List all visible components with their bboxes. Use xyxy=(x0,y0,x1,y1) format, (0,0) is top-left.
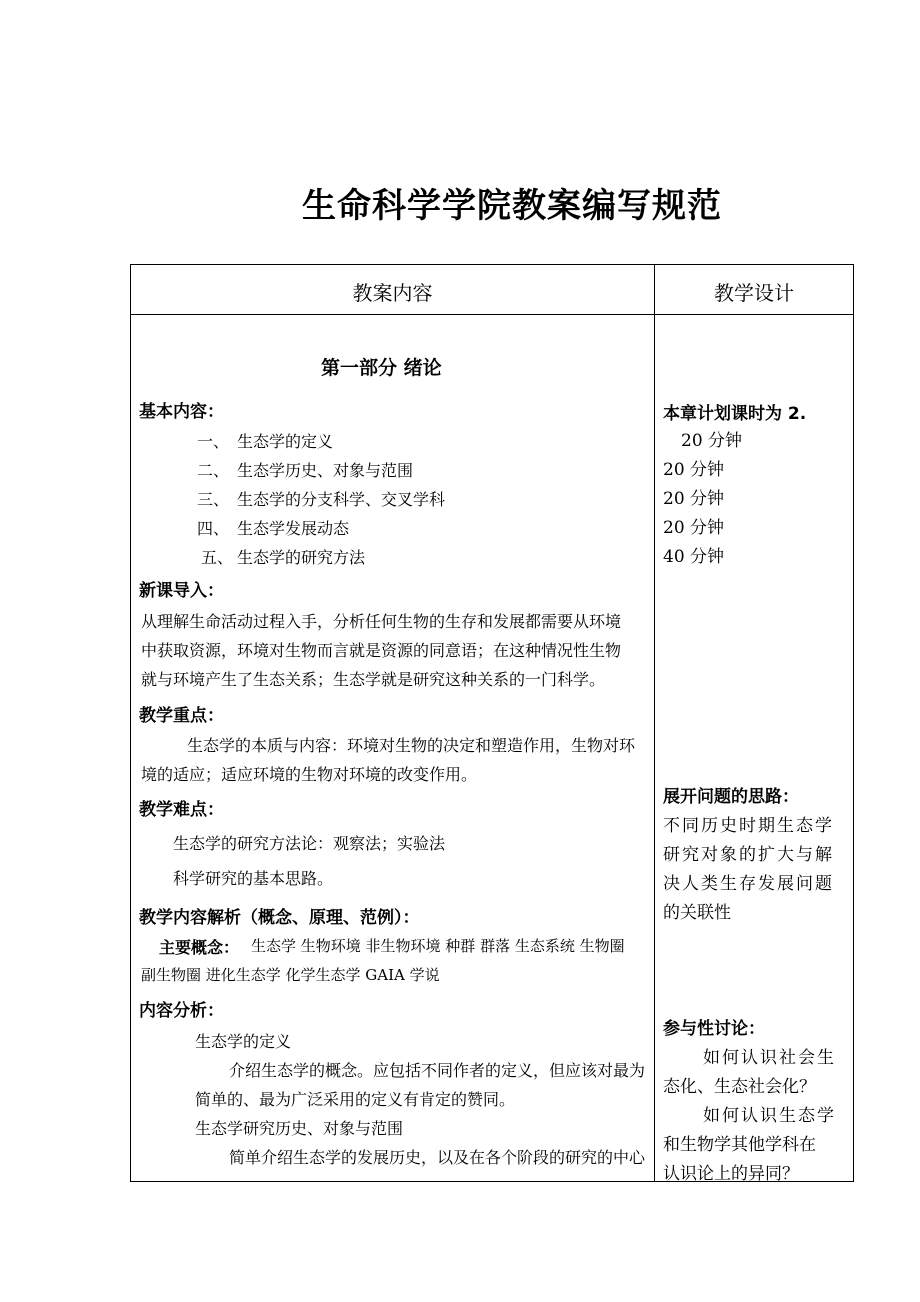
plan-time: 20 分钟 xyxy=(663,518,725,538)
basic-item-text: 生态学的定义 xyxy=(237,432,334,451)
intro-line: 中获取资源，环境对生物而言就是资源的同意语；在这种情况性生物 xyxy=(141,641,622,660)
basic-item-num: 三、 xyxy=(197,490,230,509)
document-title: 生命科学学院教案编写规范 xyxy=(302,186,722,226)
focus-heading: 教学重点： xyxy=(139,706,224,726)
idea-line: 的关联性 xyxy=(663,903,731,923)
plan-time: 20 分钟 xyxy=(681,431,743,451)
part-title: 第一部分 绪论 xyxy=(321,357,442,379)
basic-item-num: 一、 xyxy=(197,432,230,451)
basic-item-num: 五、 xyxy=(201,548,234,567)
discussion-line: 认识论上的异同？ xyxy=(663,1164,799,1184)
content-line: 生态学研究历史、对象与范围 xyxy=(195,1119,404,1138)
content-analysis-heading: 内容分析： xyxy=(139,1001,224,1021)
concepts-line: 副生物圈 进化生态学 化学生态学 GAIA 学说 xyxy=(141,966,440,984)
plan-time: 40 分钟 xyxy=(663,547,725,567)
basic-content-heading: 基本内容： xyxy=(139,402,224,422)
discussion-line: 态化、生态社会化？ xyxy=(663,1077,816,1097)
header-divider xyxy=(131,314,853,315)
focus-line: 境的适应；适应环境的生物对环境的改变作用。 xyxy=(141,765,478,784)
content-line: 简单的、最为广泛采用的定义有肯定的赞同。 xyxy=(195,1090,516,1109)
difficult-heading: 教学难点： xyxy=(139,800,224,820)
basic-item-text: 生态学的分支科学、交叉学科 xyxy=(237,490,446,509)
concepts-line: 生态学 生物环境 非生物环境 种群 群落 生态系统 生物圈 xyxy=(251,937,625,955)
basic-item-text: 生态学的研究方法 xyxy=(237,548,366,567)
idea-line: 研究对象的扩大与解 xyxy=(663,845,834,865)
intro-heading: 新课导入： xyxy=(139,581,224,601)
discussion-heading: 参与性讨论： xyxy=(663,1019,765,1039)
header-teaching-design: 教学设计 xyxy=(714,281,794,305)
basic-item-num: 二、 xyxy=(197,461,230,480)
idea-line: 不同历史时期生态学 xyxy=(663,816,834,836)
lesson-plan-table xyxy=(130,264,854,1182)
intro-line: 从理解生命活动过程入手，分析任何生物的生存和发展都需要从环境 xyxy=(141,612,622,631)
plan-time: 20 分钟 xyxy=(663,460,725,480)
column-divider xyxy=(654,265,655,1181)
header-lesson-content: 教案内容 xyxy=(352,281,433,305)
idea-line: 决人类生存发展问题 xyxy=(663,874,834,894)
difficult-line: 生态学的研究方法论：观察法；实验法 xyxy=(173,834,446,853)
content-line: 介绍生态学的概念。应包括不同作者的定义，但应该对最为 xyxy=(229,1061,646,1080)
discussion-line: 如何认识社会生 xyxy=(703,1048,836,1068)
basic-item-text: 生态学历史、对象与范围 xyxy=(237,461,414,480)
concepts-label: 主要概念： xyxy=(159,938,240,957)
plan-heading: 本章计划课时为 2. xyxy=(663,404,807,424)
content-line: 简单介绍生态学的发展历史，以及在各个阶段的研究的中心 xyxy=(229,1148,646,1167)
focus-line: 生态学的本质与内容：环境对生物的决定和塑造作用，生物对环 xyxy=(187,736,636,755)
discussion-line: 和生物学其他学科在 xyxy=(663,1135,816,1155)
basic-item-num: 四、 xyxy=(197,519,230,538)
content-line: 生态学的定义 xyxy=(195,1032,292,1051)
plan-time: 20 分钟 xyxy=(663,489,725,509)
idea-heading: 展开问题的思路： xyxy=(663,787,799,807)
analysis-heading: 教学内容解析（概念、原理、范例）： xyxy=(139,908,420,928)
basic-item-text: 生态学发展动态 xyxy=(237,519,350,538)
discussion-line: 如何认识生态学 xyxy=(703,1106,836,1126)
intro-line: 就与环境产生了生态关系；生态学就是研究这种关系的一门科学。 xyxy=(141,670,606,689)
difficult-line: 科学研究的基本思路。 xyxy=(173,869,334,888)
